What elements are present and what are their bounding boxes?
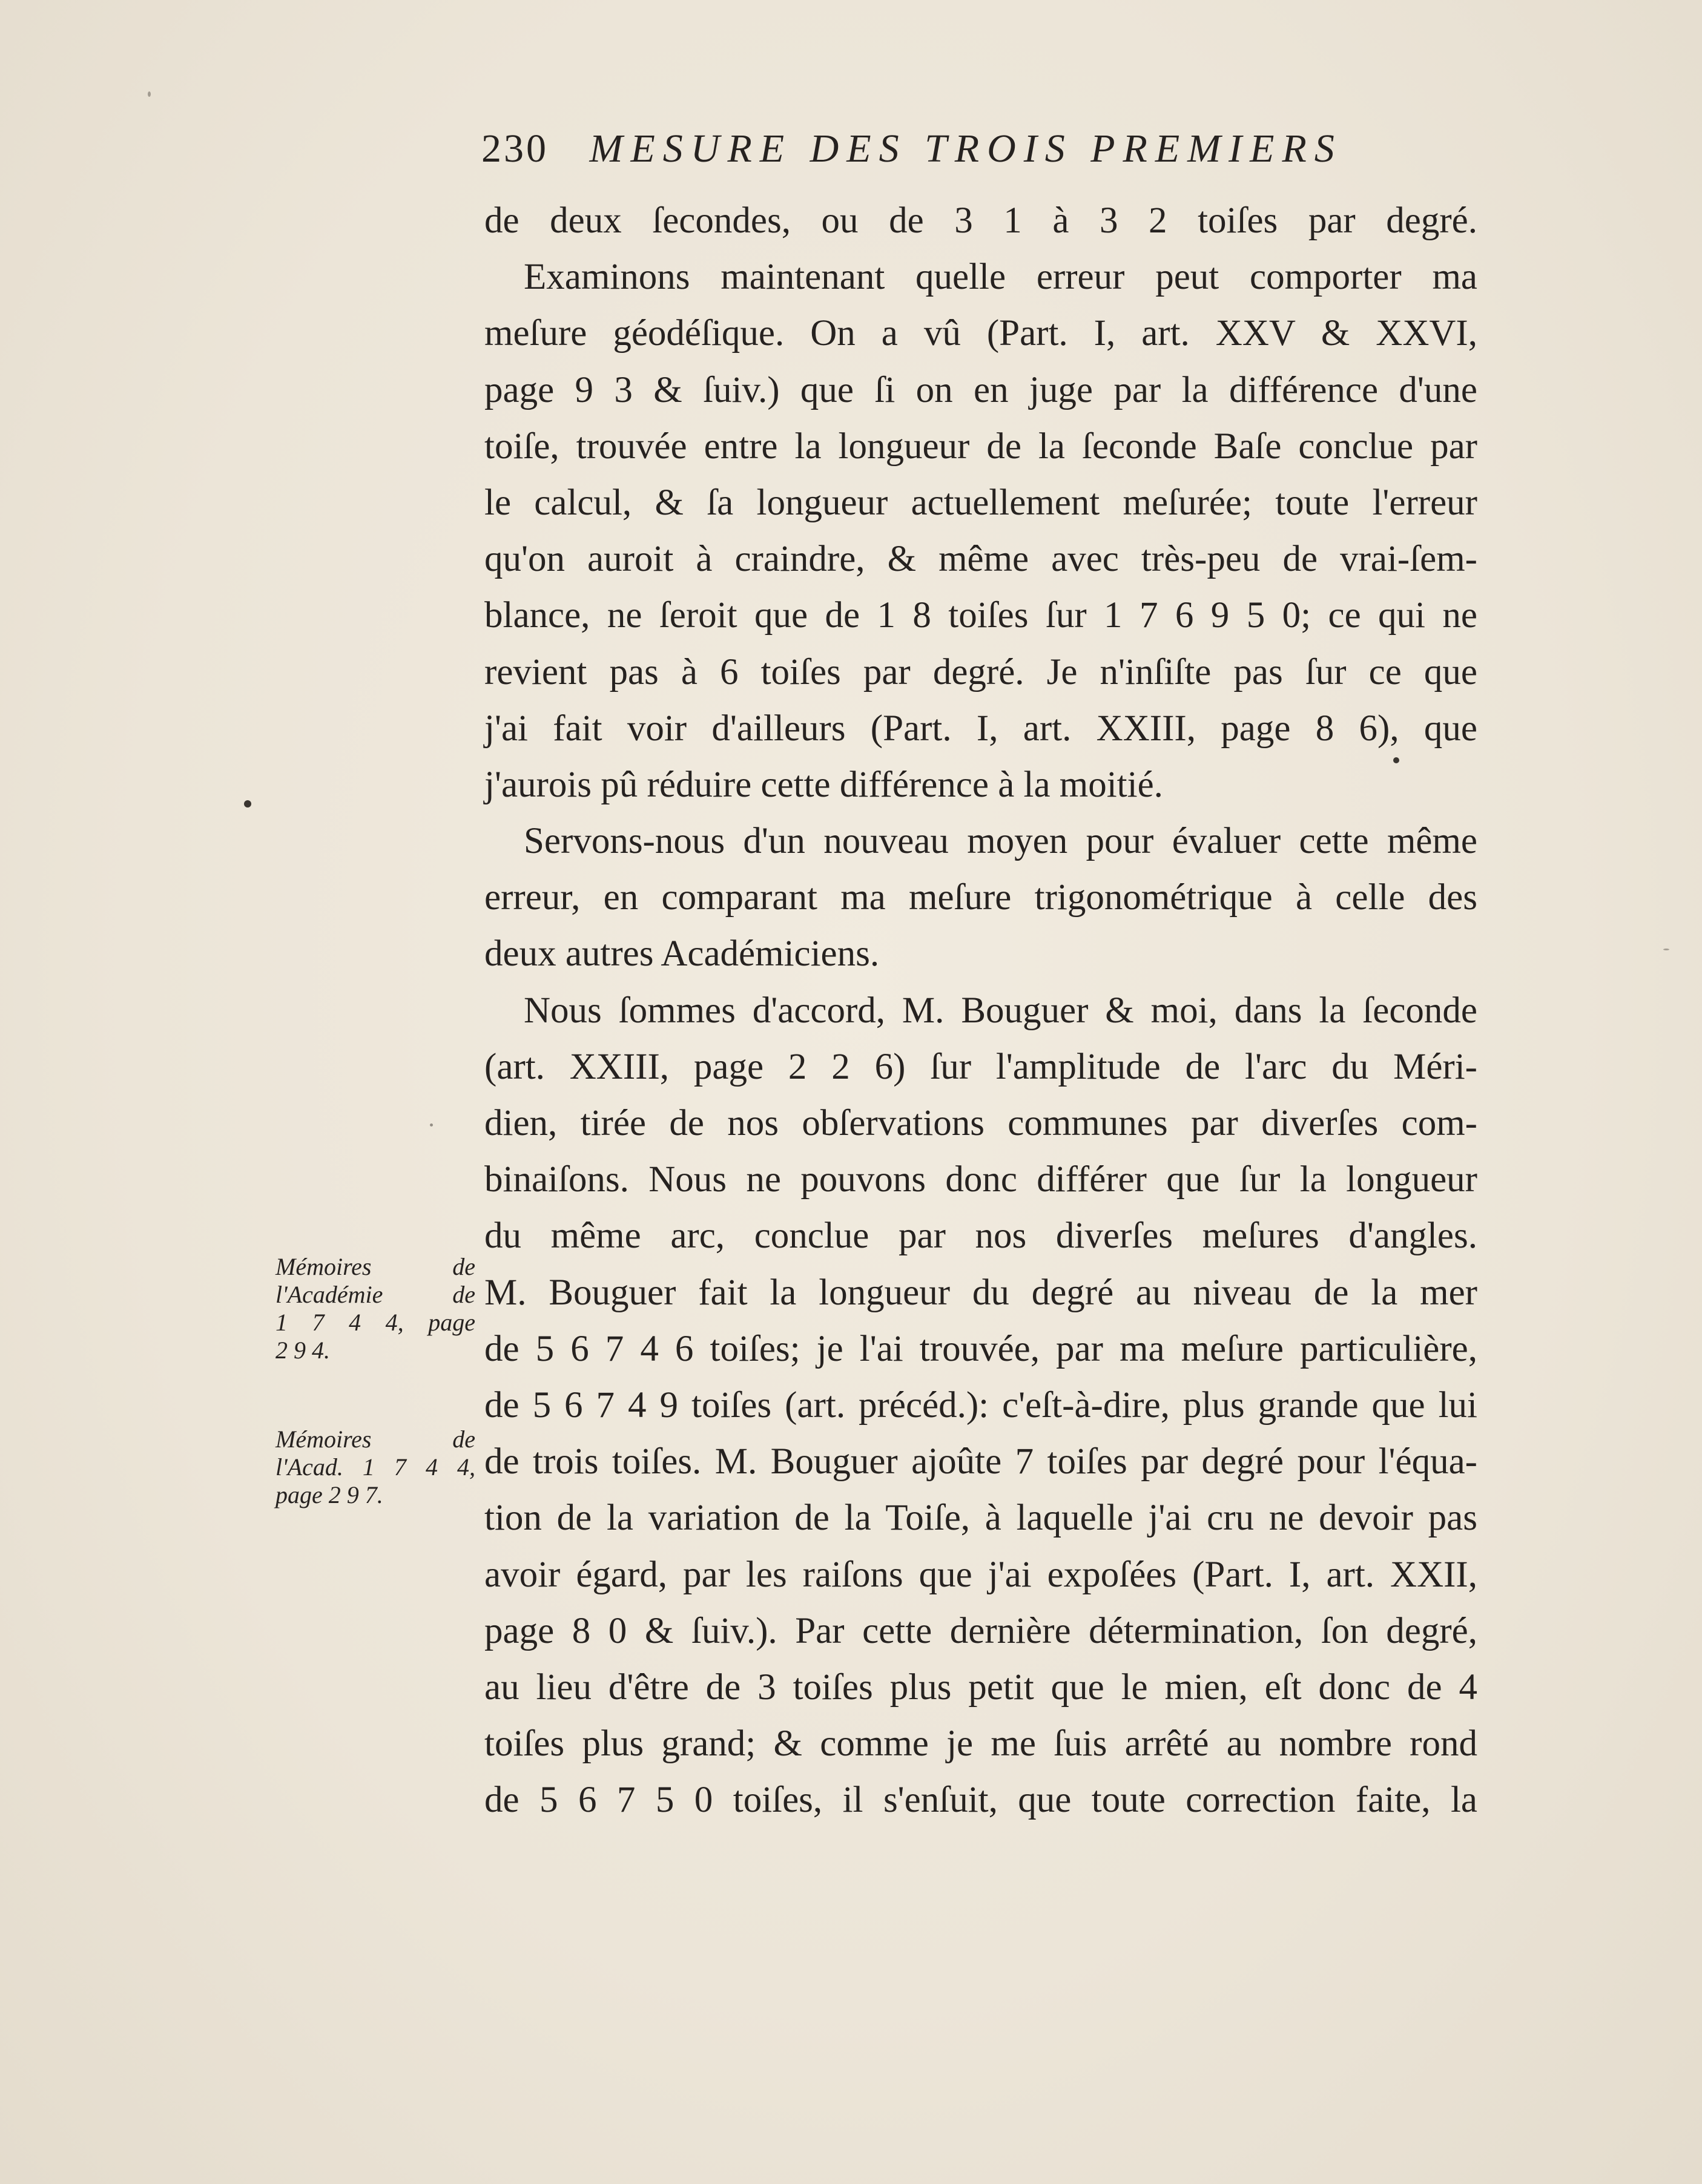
text-line: de 5 6 7 4 6 toiſes; je l'ai trouvée, par ma meſure particulière, <box>484 1328 1477 1369</box>
text-line: M. Bouguer fait la longueur du degré au niveau de la mer <box>484 1272 1477 1313</box>
text-line: page 8 0 & ſuiv.). Par cette dernière détermination, ſon degré, <box>484 1610 1477 1651</box>
text-line: tion de la variation de la Toiſe, à laquelle j'ai cru ne devoir pas <box>484 1498 1477 1539</box>
text-line: toiſe, trouvée entre la longueur de la ſeconde Baſe concluе par <box>484 426 1477 467</box>
paper-speck <box>148 91 151 97</box>
margin-note-line: page 2 9 7. <box>275 1481 383 1508</box>
text-line: qu'on auroit à craindre, & même avec très-peu de vrai-ſem- <box>484 539 1477 580</box>
margin-note-line: l'Acad. 1 7 4 4, <box>275 1453 475 1481</box>
margin-note-line: 1 7 4 4, page <box>275 1309 475 1336</box>
text-line: Nous ſommes d'accord, M. Bouguer & moi, dans la ſeconde <box>524 990 1477 1031</box>
body-text <box>484 192 1477 1828</box>
paper-speck <box>244 800 251 807</box>
text-line: page 9 3 & ſuiv.) que ſi on en juge par la différence d'une <box>484 369 1477 410</box>
paper-speck <box>1663 949 1669 950</box>
paper-speck <box>1393 757 1399 763</box>
text-line: blance, ne ſeroit que de 1 8 toiſes ſur 1 7 6 9 5 0; ce qui ne <box>484 595 1477 636</box>
text-line: de deux ſecondes, ou de 3 1 à 3 2 toiſes par degré. <box>484 200 1477 241</box>
margin-note-line: 2 9 4. <box>275 1337 330 1364</box>
text-line: Examinons maintenant quelle erreur peut comporter ma <box>524 257 1477 298</box>
text-line: Servons-nous d'un nouveau moyen pour évaluer cette même <box>524 821 1477 862</box>
text-line: toiſes plus grand; & comme je me ſuis arrêté au nombre rond <box>484 1723 1477 1765</box>
text-line: erreur, en comparant ma meſure trigonométrique à celle des <box>484 877 1477 918</box>
margin-note <box>275 1253 475 1364</box>
text-line: dien, tirée de nos obſervations communes par diverſes com- <box>484 1103 1477 1143</box>
margin-note-line: l'Académie de <box>275 1281 475 1308</box>
running-header <box>481 115 1450 182</box>
text-line: au lieu d'être de 3 toiſes plus petit que le mien, eſt donc de 4 <box>484 1666 1477 1708</box>
text-line: j'aurois pû réduire cette différence à la moitié. <box>484 764 1163 805</box>
running-title: MESURE DES TROIS PREMIERS <box>589 127 1342 171</box>
text-line: le calcul, & ſa longueur actuellement meſurée; toute l'erreur <box>484 482 1477 523</box>
text-line: revient pas à 6 toiſes par degré. Je n'inſiſte pas ſur ce que <box>484 651 1477 692</box>
text-line: du même arc, concluе par nos diverſes meſures d'angles. <box>484 1215 1477 1257</box>
text-line: meſure géodéſique. On a vû (Part. I, art. XXV & XXVI, <box>484 313 1477 354</box>
text-line: de 5 6 7 5 0 toiſes, il s'enſuit, que toute correction faite, la <box>484 1780 1477 1821</box>
margin-note-line: Mémoires de <box>275 1426 475 1453</box>
margin-note-line: Mémoires de <box>275 1253 475 1280</box>
text-line: j'ai fait voir d'ailleurs (Part. I, art. XXIII, page 8 6), que <box>484 708 1477 749</box>
text-line: de trois toiſes. M. Bouguer ajoûte 7 toiſes par degré pour l'équa- <box>484 1441 1477 1482</box>
text-line: de 5 6 7 4 9 toiſes (art. précéd.): c'eſt-à-dire, plus grande que lui <box>484 1384 1477 1426</box>
paper-speck <box>430 1123 433 1127</box>
margin-note <box>275 1426 475 1509</box>
text-line: binaiſons. Nous ne pouvons donc différer que ſur la longueur <box>484 1159 1477 1200</box>
page-number: 230 <box>481 127 549 171</box>
text-line: (art. XXIII, page 2 2 6) ſur l'amplitude de l'arc du Méri- <box>484 1046 1477 1087</box>
text-line: deux autres Académiciens. <box>484 933 880 975</box>
text-line: avoir égard, par les raiſons que j'ai expoſées (Part. I, art. XXII, <box>484 1554 1477 1595</box>
